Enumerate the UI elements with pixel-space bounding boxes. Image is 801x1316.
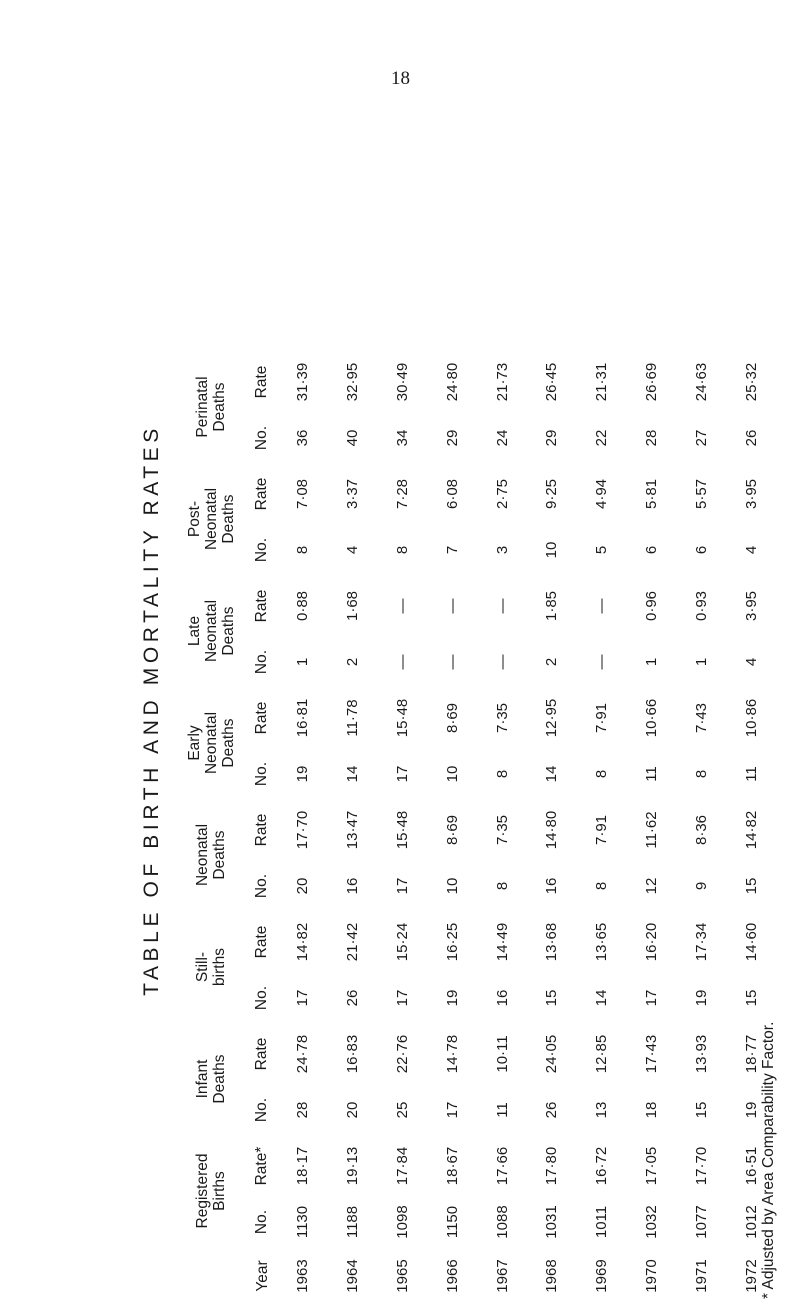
rate-cell: 16·51	[742, 1146, 760, 1186]
sub-header: No.	[253, 425, 270, 451]
rate-cell: 5·81	[642, 478, 660, 510]
rate-cell: 11·78	[344, 699, 362, 737]
count-cell: 19	[692, 989, 710, 1007]
sub-header: Rate	[253, 589, 270, 623]
count-cell: 16	[543, 877, 561, 895]
sub-header: No.	[253, 1097, 270, 1123]
table-body	[278, 351, 776, 1305]
count-cell: 7	[443, 545, 461, 555]
rate-cell: 17·80	[543, 1146, 561, 1186]
count-cell: 6	[642, 545, 660, 555]
year-header: Year	[254, 1260, 271, 1292]
rate-cell: 10·66	[642, 698, 660, 738]
sub-header: Rate	[253, 1037, 270, 1071]
sub-header-row	[246, 351, 278, 1305]
count-cell: 1011	[593, 1205, 611, 1239]
rate-cell: 14·60	[742, 922, 760, 962]
rate-cell: 14·78	[443, 1034, 461, 1074]
rate-cell: —	[393, 598, 411, 614]
rate-cell: 30·49	[393, 362, 411, 402]
rate-cell: 8·69	[443, 814, 461, 846]
sub-header: Rate	[253, 925, 270, 959]
count-cell: 19	[742, 1101, 760, 1119]
count-cell: 4	[742, 545, 760, 555]
rate-cell: 13·68	[543, 922, 561, 962]
count-cell: 26	[543, 1101, 561, 1119]
count-cell: 11	[642, 766, 660, 782]
count-cell: 1	[642, 657, 660, 667]
rate-cell: 21·42	[344, 922, 362, 962]
group-header-line: Still-	[194, 951, 211, 983]
table-row	[477, 351, 527, 1305]
count-cell: 1150	[443, 1205, 461, 1239]
rate-cell: 5·57	[692, 478, 710, 510]
rate-cell: 24·63	[692, 362, 710, 402]
count-cell: 3	[493, 545, 511, 555]
rate-cell: 0·88	[294, 590, 312, 622]
count-cell: 1077	[692, 1205, 710, 1239]
year-cell: 1965	[393, 1259, 411, 1293]
sub-header: Rate	[253, 701, 270, 735]
sub-header: Rate	[253, 813, 270, 847]
rate-cell: 17·34	[692, 922, 710, 962]
rate-cell: 14·82	[742, 810, 760, 850]
rate-cell: 15·24	[393, 922, 411, 962]
group-header	[176, 687, 246, 799]
rate-cell: 17·05	[642, 1146, 660, 1186]
group-header-line: Infant	[194, 1059, 211, 1099]
group-header-line: Registered	[194, 1153, 211, 1229]
count-cell: 4	[344, 545, 362, 555]
rate-cell: 9·25	[543, 478, 561, 510]
rate-cell: 17·70	[692, 1146, 710, 1186]
rate-cell: 8·36	[692, 814, 710, 846]
count-cell: 22	[593, 429, 611, 447]
year-cell: 1972	[742, 1259, 760, 1293]
sub-header: Rate*	[253, 1146, 270, 1186]
count-cell: 14	[593, 989, 611, 1007]
year-cell: 1963	[294, 1259, 312, 1293]
count-cell: 1	[294, 657, 312, 667]
rate-cell: 17·70	[294, 810, 312, 850]
rate-cell: 19·13	[344, 1146, 362, 1186]
rate-cell: 7·35	[493, 814, 511, 846]
sub-header: No.	[253, 537, 270, 563]
count-cell: 20	[294, 877, 312, 895]
count-cell: 17	[642, 989, 660, 1007]
count-cell: 2	[344, 657, 362, 667]
group-header-line: births	[211, 948, 228, 986]
year-cell: 1967	[493, 1259, 511, 1293]
count-cell: 15	[543, 989, 561, 1007]
count-cell: 14	[344, 765, 362, 783]
sub-header: Rate	[253, 365, 270, 399]
birth-mortality-table	[176, 351, 776, 1305]
count-cell: 10	[543, 541, 561, 559]
count-cell: 20	[344, 1101, 362, 1119]
count-cell: 1032	[642, 1205, 660, 1239]
table-row	[676, 351, 726, 1305]
rate-cell: 18·67	[443, 1146, 461, 1186]
rate-cell: 18·77	[742, 1034, 760, 1074]
table-row	[328, 351, 378, 1305]
rate-cell: 24·80	[443, 362, 461, 402]
count-cell: 29	[443, 429, 461, 447]
count-cell: 11	[742, 766, 760, 782]
year-cell: 1969	[593, 1259, 611, 1293]
rate-cell: 24·05	[543, 1034, 561, 1074]
count-cell: 8	[692, 769, 710, 779]
year-cell: 1971	[692, 1259, 710, 1293]
rate-cell: 13·93	[692, 1034, 710, 1074]
count-cell: 27	[692, 429, 710, 447]
group-header-line: Neonatal	[202, 487, 220, 551]
count-cell: 25	[393, 1101, 411, 1119]
count-cell: 1098	[393, 1205, 411, 1239]
rate-cell: 18·17	[294, 1146, 312, 1186]
rate-cell: 25·32	[742, 362, 760, 402]
table-row	[577, 351, 627, 1305]
sub-header: No.	[253, 649, 270, 675]
count-cell: 4	[742, 657, 760, 667]
rate-cell: 3·37	[344, 478, 362, 510]
table-row	[278, 351, 328, 1305]
sub-header: No.	[253, 873, 270, 899]
count-cell: 29	[543, 429, 561, 447]
group-header-line: Deaths	[211, 1054, 228, 1104]
rate-cell: 13·65	[593, 922, 611, 962]
rate-cell: 1·85	[543, 590, 561, 622]
rate-cell: 7·28	[393, 478, 411, 510]
count-cell: 8	[593, 769, 611, 779]
count-cell: 8	[294, 545, 312, 555]
rate-cell: 7·43	[692, 702, 710, 734]
rate-cell: 1·68	[344, 590, 362, 622]
rate-cell: 4·94	[593, 478, 611, 510]
count-cell: —	[393, 654, 411, 670]
count-cell: 17	[443, 1101, 461, 1119]
rate-cell: 7·35	[493, 702, 511, 734]
count-cell: 16	[493, 989, 511, 1007]
year-cell: 1968	[543, 1259, 561, 1293]
group-header-line: Neonatal	[202, 711, 220, 775]
group-header-line: Deaths	[211, 830, 228, 880]
count-cell: 24	[493, 429, 511, 447]
rate-cell: 14·80	[543, 810, 561, 850]
rate-cell: 7·08	[294, 478, 312, 510]
rate-cell: 15·48	[393, 810, 411, 850]
rate-cell: 6·08	[443, 478, 461, 510]
group-header-line: Deaths	[211, 382, 228, 432]
count-cell: —	[593, 654, 611, 670]
rate-cell: —	[493, 598, 511, 614]
rate-cell: 16·72	[593, 1146, 611, 1186]
count-cell: 26	[742, 429, 760, 447]
group-header-line: Neonatal	[202, 599, 220, 663]
count-cell: 15	[742, 989, 760, 1007]
group-header	[176, 575, 246, 687]
count-cell: 8	[493, 881, 511, 891]
count-cell: 17	[393, 765, 411, 783]
count-cell: 8	[493, 769, 511, 779]
rate-cell: —	[443, 598, 461, 614]
group-header-line: Early	[185, 725, 203, 761]
count-cell: 1	[692, 657, 710, 667]
rate-cell: —	[593, 598, 611, 614]
count-cell: 26	[344, 989, 362, 1007]
group-header-line: Late	[185, 615, 203, 647]
group-header	[176, 463, 246, 575]
count-cell: 19	[443, 989, 461, 1007]
rate-cell: 16·25	[443, 922, 461, 962]
count-cell: 6	[692, 545, 710, 555]
sub-header: No.	[253, 1209, 270, 1235]
rate-cell: 21·73	[493, 362, 511, 402]
group-header-line: Births	[211, 1171, 228, 1211]
year-cell: 1964	[344, 1259, 362, 1293]
group-header-line: Post-	[185, 500, 203, 538]
count-cell: 18	[642, 1101, 660, 1119]
rate-cell: 8·69	[443, 702, 461, 734]
table-row	[378, 351, 428, 1305]
count-cell: 11	[493, 1102, 511, 1118]
rate-cell: 0·93	[692, 590, 710, 622]
rate-cell: 17·66	[493, 1146, 511, 1186]
count-cell: 40	[344, 429, 362, 447]
rate-cell: 3·95	[742, 478, 760, 510]
group-header	[176, 1135, 246, 1247]
count-cell: 10	[443, 877, 461, 895]
rate-cell: 10·11	[493, 1035, 511, 1073]
count-cell: —	[443, 654, 461, 670]
rate-cell: 12·95	[543, 698, 561, 738]
count-cell: 1012	[742, 1205, 760, 1239]
rate-cell: 31·39	[294, 362, 312, 402]
count-cell: 17	[393, 877, 411, 895]
count-cell: 15	[742, 877, 760, 895]
rate-cell: 15·48	[393, 698, 411, 738]
count-cell: 8	[393, 545, 411, 555]
year-cell: 1966	[443, 1259, 461, 1293]
rate-cell: 14·82	[294, 922, 312, 962]
rate-cell: 16·81	[294, 698, 312, 738]
rate-cell: 32·95	[344, 362, 362, 402]
table-row	[427, 351, 477, 1305]
count-cell: —	[493, 654, 511, 670]
group-header-line: Deaths	[219, 606, 237, 656]
count-cell: 16	[344, 877, 362, 895]
count-cell: 14	[543, 765, 561, 783]
rate-cell: 17·43	[642, 1034, 660, 1074]
rate-cell: 14·49	[493, 922, 511, 962]
count-cell: 9	[692, 881, 710, 891]
rate-cell: 16·83	[344, 1034, 362, 1074]
count-cell: 13	[593, 1101, 611, 1119]
rate-cell: 11·62	[642, 811, 660, 849]
count-cell: 1188	[344, 1205, 362, 1239]
rate-cell: 13·47	[344, 810, 362, 850]
group-header	[176, 1023, 246, 1135]
sub-header: Rate	[253, 477, 270, 511]
rate-cell: 21·31	[593, 362, 611, 402]
sub-header: No.	[253, 761, 270, 787]
count-cell: 1031	[543, 1205, 561, 1239]
count-cell: 5	[593, 545, 611, 555]
rate-cell: 7·91	[593, 814, 611, 846]
count-cell: 19	[294, 765, 312, 783]
table-row	[527, 351, 577, 1305]
count-cell: 28	[294, 1101, 312, 1119]
group-header-line: Perinatal	[194, 376, 211, 438]
rate-cell: 17·84	[393, 1146, 411, 1186]
group-header-line: Neonatal	[194, 823, 211, 887]
group-header	[176, 351, 246, 463]
count-cell: 12	[642, 877, 660, 895]
year-cell: 1970	[642, 1259, 660, 1293]
rate-cell: 16·20	[642, 922, 660, 962]
group-header	[176, 799, 246, 911]
table-title: TABLE OF BIRTH AND MORTALITY RATES	[140, 424, 163, 996]
count-cell: 1130	[294, 1205, 312, 1239]
group-header	[176, 911, 246, 1023]
count-cell: 17	[393, 989, 411, 1007]
count-cell: 28	[642, 429, 660, 447]
page-number: 18	[391, 68, 410, 89]
rate-cell: 26·69	[642, 362, 660, 402]
rate-cell: 26·45	[543, 362, 561, 402]
count-cell: 36	[294, 429, 312, 447]
count-cell: 8	[593, 881, 611, 891]
sub-header: No.	[253, 985, 270, 1011]
count-cell: 15	[692, 1101, 710, 1119]
group-header-line: Deaths	[219, 718, 237, 768]
rate-cell: 7·91	[593, 702, 611, 734]
rotated-table-block	[140, 115, 780, 1305]
rate-cell: 22·76	[393, 1034, 411, 1074]
count-cell: 1088	[493, 1205, 511, 1239]
rate-cell: 3·95	[742, 590, 760, 622]
group-header-row	[176, 351, 246, 1305]
count-cell: 2	[543, 657, 561, 667]
count-cell: 10	[443, 765, 461, 783]
group-header-line: Deaths	[219, 494, 237, 544]
count-cell: 34	[393, 429, 411, 447]
footnote: * Adjusted by Area Comparability Factor.	[760, 1021, 777, 1299]
rate-cell: 12·85	[593, 1034, 611, 1074]
count-cell: 17	[294, 989, 312, 1007]
rate-cell: 2·75	[493, 478, 511, 510]
rate-cell: 24·78	[294, 1034, 312, 1074]
rate-cell: 0·96	[642, 590, 660, 622]
table-row	[627, 351, 677, 1305]
rate-cell: 10·86	[742, 698, 760, 738]
